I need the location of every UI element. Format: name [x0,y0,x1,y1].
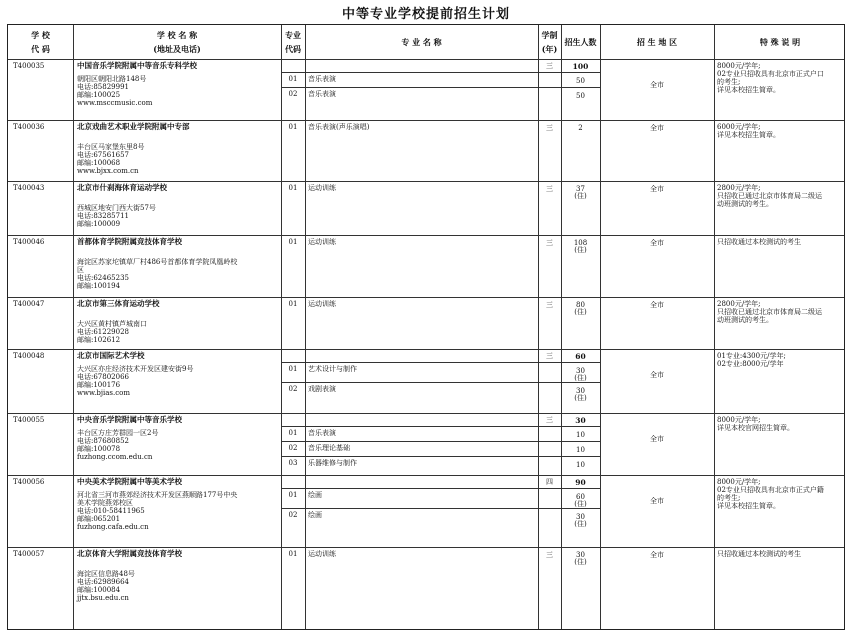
school-address: 大兴区黄村镇芦城南口 [77,320,147,328]
major-name: 运动训练 [308,238,336,246]
row-divider [281,72,600,73]
school-code: T400056 [13,478,45,486]
special-note: 02专业:8000元/学年 [717,360,784,368]
boarding-note: (住) [574,308,587,316]
major-enrollment: 10 [576,431,585,439]
major-name: 运动训练 [308,184,336,192]
school-postcode: 邮编:102612 [77,336,121,344]
special-note: 详见本校招生简章。 [717,86,780,94]
header-major-code: 代码 [285,44,301,54]
boarding-note: (住) [574,558,587,566]
school-address2: 美术学院燕郊校区 [77,499,133,507]
school-name: 中央美术学院附属中等美术学校 [77,477,182,486]
major-name: 运动训练 [308,550,336,558]
special-note: 动班测试的考生。 [717,200,773,208]
row-divider [8,120,844,121]
major-enrollment: 80 [576,301,585,309]
special-note: 只招收通过本校测试的考生 [717,238,801,246]
school-code: T400047 [13,300,45,308]
special-note: 的考生; [717,78,741,86]
school-phone: 电话:83285711 [77,212,129,220]
total-enrollment: 90 [575,478,586,487]
school-address: 朝阳区朝阳北路148号 [77,75,147,83]
row-divider [281,382,600,383]
school-code: T400057 [13,550,45,558]
school-name: 北京市第三体育运动学校 [77,299,160,308]
header-major-name: 专 业 名 称 [401,37,442,47]
header-years: 学制 [541,30,558,40]
program-years: 三 [546,352,553,360]
school-phone: 电话:62465235 [77,274,129,282]
school-name: 中国音乐学院附属中等音乐专科学校 [77,61,197,70]
column-divider [281,25,282,629]
major-enrollment: 50 [576,77,585,85]
school-phone: 电话:87680852 [77,437,129,445]
major-name: 戏剧表演 [308,385,336,393]
row-divider [281,456,600,457]
major-code: 02 [288,90,298,98]
header-school-code: 代 码 [31,44,50,54]
school-website: fuzhong.ccom.edu.cn [77,453,153,461]
row-divider [8,59,844,60]
row-divider [281,488,600,489]
major-enrollment: 2 [578,124,583,132]
school-name: 北京体育大学附属竞技体育学校 [77,549,182,558]
column-divider [73,25,74,629]
column-divider [538,25,539,629]
program-years: 三 [546,185,553,193]
row-divider [8,181,844,182]
major-enrollment: 10 [576,461,585,469]
major-code: 01 [288,75,298,83]
major-code: 01 [288,123,298,131]
school-postcode: 邮编:100025 [77,91,121,99]
enrollment-region: 全市 [650,185,664,193]
school-postcode: 邮编:100084 [77,586,121,594]
major-enrollment: 60 [576,493,585,501]
program-years: 三 [546,239,553,247]
column-divider [714,25,715,629]
school-address: 丰台区方庄芳群园一区2号 [77,429,159,437]
enrollment-region: 全市 [650,551,664,559]
school-name: 北京市什刹海体育运动学校 [77,183,167,192]
header-enrollment: 招生人数 [564,37,597,47]
major-code: 01 [288,300,298,308]
school-phone: 电话:85829991 [77,83,129,91]
special-note: 详见本校招生简章。 [717,131,780,139]
school-address: 海淀区信息路48号 [77,570,135,578]
school-code: T400046 [13,238,45,246]
row-divider [8,235,844,236]
special-note: 8000元/学年; [717,416,761,424]
school-postcode: 邮编:065201 [77,515,121,523]
major-code: 02 [288,511,298,519]
program-years: 四 [546,478,553,486]
school-postcode: 邮编:100068 [77,159,121,167]
row-divider [8,475,844,476]
major-enrollment: 30 [576,513,585,521]
school-name: 北京市国际艺术学校 [77,351,145,360]
school-code: T400035 [13,62,45,70]
header-major-code: 专业 [285,30,301,40]
major-name: 绘画 [308,511,322,519]
school-address: 丰台区马家堡东里8号 [77,143,145,151]
major-name: 运动训练 [308,300,336,308]
row-divider [281,508,600,509]
major-code: 01 [288,429,298,437]
special-note: 6000元/学年; [717,123,761,131]
major-code: 02 [288,385,298,393]
row-divider [8,547,844,548]
major-enrollment: 37 [576,185,585,193]
row-divider [8,297,844,298]
total-enrollment: 100 [572,62,589,71]
school-phone: 电话:67802066 [77,373,129,381]
row-divider [281,362,600,363]
header-notes: 特 殊 说 明 [759,37,801,47]
school-website: fuzhong.cafa.edu.cn [77,523,149,531]
total-enrollment: 60 [575,352,586,361]
school-code: T400055 [13,416,45,424]
enrollment-region: 全市 [650,497,664,505]
school-postcode: 邮编:100176 [77,381,121,389]
column-divider [600,25,601,629]
enrollment-region: 全市 [650,239,664,247]
boarding-note: (住) [574,192,587,200]
special-note: 详见本校官网招生简章。 [717,424,794,432]
program-years: 三 [546,551,553,559]
major-code: 03 [288,459,298,467]
header-school-name: 学 校 名 称 [156,30,198,40]
row-divider [8,349,844,350]
school-address2: 区 [77,266,84,274]
special-note: 02专业只招收具有北京市正式户籍 [717,486,824,494]
school-address: 海淀区苏家坨镇草厂村486号首都体育学院凤凰岭校 [77,258,238,266]
major-enrollment: 30 [576,387,585,395]
boarding-note: (住) [574,520,587,528]
major-name: 音乐表演 [308,429,336,437]
page-title: 中等专业学校提前招生计划 [341,7,510,22]
column-divider [305,25,306,629]
major-name: 音乐理论基础 [308,444,350,452]
special-note: 2800元/学年; [717,184,761,192]
row-divider [8,413,844,414]
major-name: 音乐表演 [308,90,336,98]
enrollment-region: 全市 [650,371,664,379]
school-postcode: 邮编:100009 [77,220,121,228]
enrollment-table [7,24,845,630]
major-code: 01 [288,491,298,499]
school-website: www.bjxx.com.cn [77,167,139,175]
header-school-code: 学 校 [31,30,50,40]
boarding-note: (住) [574,500,587,508]
row-divider [281,426,600,427]
header-school-name: (地址及电话) [153,44,201,54]
special-note: 只招收已通过北京市体育局二级运 [717,308,822,316]
school-phone: 电话:010-58411965 [77,507,145,515]
enrollment-region: 全市 [650,81,664,89]
school-website: jjtx.bsu.edu.cn [77,594,129,602]
major-enrollment: 10 [576,446,585,454]
special-note: 动班测试的考生。 [717,316,773,324]
header-years: (年) [541,44,558,54]
program-years: 三 [546,62,553,70]
major-code: 02 [288,444,298,452]
major-code: 01 [288,184,298,192]
school-name: 中央音乐学院附属中等音乐学校 [77,415,182,424]
major-enrollment: 30 [576,551,585,559]
major-enrollment: 50 [576,92,585,100]
special-note: 8000元/学年; [717,478,761,486]
program-years: 三 [546,416,553,424]
major-name: 音乐表演(声乐演唱) [308,123,370,131]
program-years: 三 [546,301,553,309]
column-divider [561,25,562,629]
row-divider [281,441,600,442]
special-note: 只招收通过本校测试的考生 [717,550,801,558]
enrollment-region: 全市 [650,435,664,443]
special-note: 01专业:4300元/学年; [717,352,786,360]
school-code: T400036 [13,123,45,131]
major-name: 绘画 [308,491,322,499]
major-enrollment: 108 [573,239,588,247]
special-note: 详见本校招生简章。 [717,502,780,510]
special-note: 8000元/学年; [717,62,761,70]
major-enrollment: 30 [576,367,585,375]
school-website: www.bjias.com [77,389,131,397]
major-code: 01 [288,238,298,246]
boarding-note: (住) [574,246,587,254]
school-address: 西城区地安门西大街57号 [77,204,156,212]
school-name: 首都体育学院附属竞技体育学校 [77,237,182,246]
school-website: www.msccmusic.com [77,99,153,107]
special-note: 只招收已通过北京市体育局二级运 [717,192,822,200]
school-phone: 电话:67561657 [77,151,129,159]
school-code: T400043 [13,184,45,192]
school-phone: 电话:62989664 [77,578,129,586]
program-years: 三 [546,124,553,132]
special-note: 的考生; [717,494,741,502]
school-address: 大兴区亦庄经济技术开发区建安街9号 [77,365,194,373]
special-note: 2800元/学年; [717,300,761,308]
major-name: 音乐表演 [308,75,336,83]
school-postcode: 邮编:100194 [77,282,121,290]
major-name: 艺术设计与制作 [308,365,357,373]
header-region: 招 生 地 区 [636,37,678,47]
total-enrollment: 30 [575,416,586,425]
school-address: 河北省三河市燕郊经济技术开发区燕顺路177号中央 [77,491,238,499]
school-name: 北京戏曲艺术职业学院附属中专部 [77,122,190,131]
school-code: T400048 [13,352,45,360]
major-code: 01 [288,365,298,373]
school-phone: 电话:61229028 [77,328,129,336]
school-postcode: 邮编:100078 [77,445,121,453]
boarding-note: (住) [574,394,587,402]
major-name: 乐器维修与制作 [308,459,357,467]
enrollment-region: 全市 [650,301,664,309]
enrollment-region: 全市 [650,124,664,132]
special-note: 02专业只招收具有北京市正式户口 [717,70,824,78]
boarding-note: (住) [574,374,587,382]
major-code: 01 [288,550,298,558]
row-divider [281,87,600,88]
